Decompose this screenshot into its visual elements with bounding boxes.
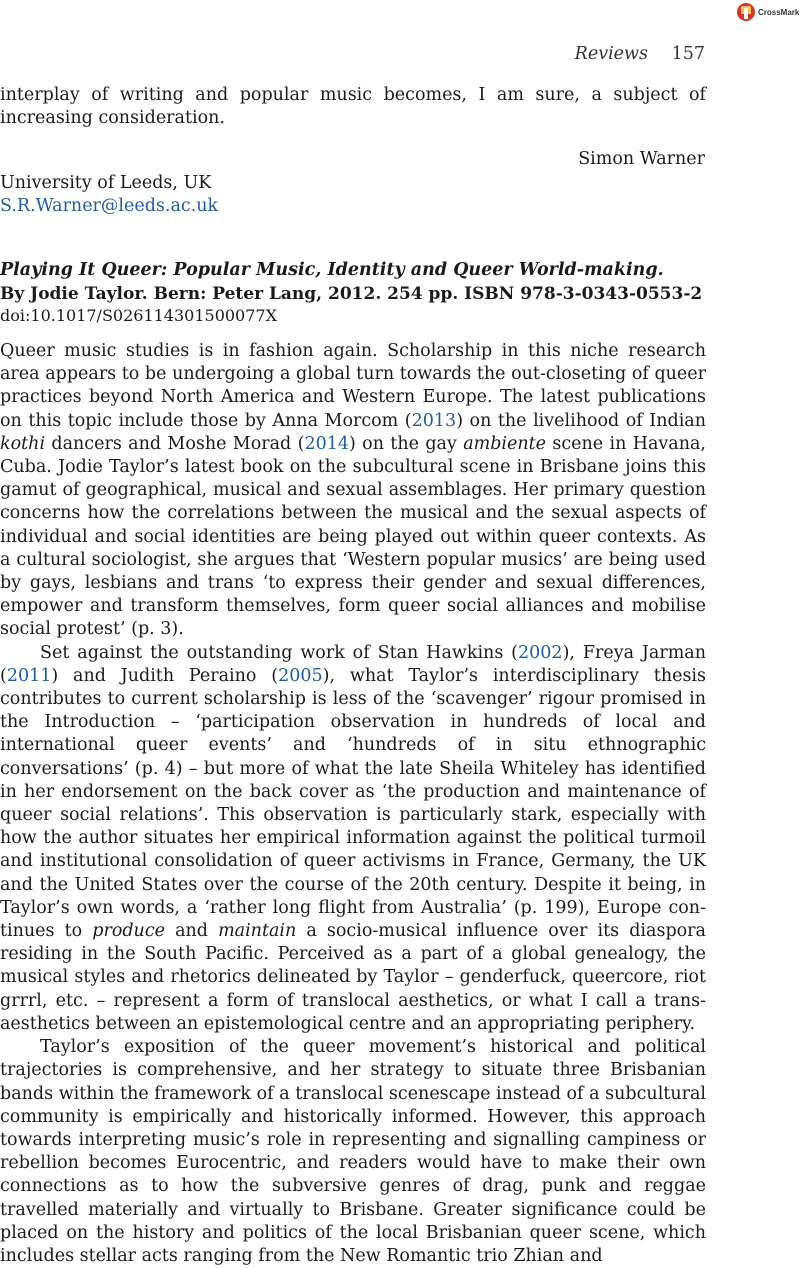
text-run: ), what Taylor’s interdisciplinary thesis contributes to current scholarship is less of the ‘scavenger’ rigour promised in the Introduction – ‘participation observation in hundreds of local and international queer events’ and ‘hundreds of in situ ethnographic conversations’ (p. 4) – but more of what the late Sheila Whiteley has identified in her endorsement on the back cover as ‘the production and maintenance of queer social relations’. This observation is particularly stark, especially with how the author situates her empirical information against the political turmoil and institutional consolidation of queer activisms in France, Germany, the UK and the United States over the course of the 20th century. Despite it being, in Taylor’s own words, a ‘rather long flight from Australia’ (p. 199), Europe continues to (0, 665, 707, 942)
review-title: Playing It Queer: Popular Music, Identity and Queer World-making. (0, 260, 664, 280)
closing-paragraph: interplay of writing and popular music becomes, I am sure, a subject of increasing consideration. (0, 85, 706, 129)
reviewer-affiliation-block (0, 172, 218, 218)
crossmark-badge[interactable] (737, 1, 799, 23)
body-paragraph-1 (0, 340, 706, 642)
previous-review-closing (0, 84, 706, 130)
text-run: dancers and Moshe Morad ( (45, 433, 305, 454)
text-run: ) on the livelihood of Indian (456, 410, 706, 431)
text-run: Queer music studies is in fashion again. Scholarship in this niche research area appears to be undergoing a global turn towards the out-closeting of queer practices beyond North America and Western Europe. The latest publications on this topic include those by Anna Morcom ( (0, 341, 706, 431)
citation-link-morad[interactable]: 2014 (304, 433, 349, 454)
review-doi[interactable]: doi:10.1017/S026114301500077X (0, 306, 277, 325)
crossmark-icon (737, 3, 755, 21)
reviewer-email-link[interactable]: S.R.Warner@leeds.ac.uk (0, 196, 219, 217)
emphasis-term: ambiente (463, 433, 547, 454)
citation-link-morcom[interactable]: 2013 (411, 410, 457, 431)
citation-link-peraino[interactable]: 2005 (278, 665, 323, 686)
page-number: 157 (671, 44, 705, 64)
text-run: ) on the gay (348, 433, 464, 454)
text-run: scene in Havana, Cuba. Jodie Taylor’s latest book on the subcultural scene in Brisbane joins this gamut of geographical, musical and sexual assemblages. Her primary question concerns how the correlations between the musical and the sexual aspects of individual and social identities are being played out within queer contexts. As a cultural sociologist, she argues that ‘Western popular musics’ are being used by gays, lesbians and trans ‘to express their gender and sexual differences, empower and transform themselves, form queer social alliances and mobilise social protest’ (p. 3). (0, 433, 706, 640)
emphasis-term: kothi (0, 433, 46, 454)
reviewer-name: Simon Warner (578, 149, 705, 169)
crossmark-label: CrossMark (758, 7, 800, 17)
body-paragraph-2 (0, 642, 706, 1036)
citation-link-jarman[interactable]: 2011 (6, 665, 52, 686)
text-run: ), Freya Jarman ( (0, 642, 707, 686)
body-paragraph-3: Taylor’s exposition of the queer movement’s historical and political trajectories is comprehensive, and her strategy to situate three Brisbanian bands within the framework of a translocal scenescape instead of a subcultural community is empirically and historically informed. However, this approach towards interpreting music’s role in representing and signalling campiness or rebellion becomes Eurocentric, and readers would have to make their own connections as to how the subversive genres of drag, punk and reggae travelled materially and virtually to Brisbane. Greater significance could be placed on the history and politics of the local Brisbanian queer scene, which includes stellar acts ranging from the New Romantic trio Zhian and (0, 1037, 706, 1266)
review-byline: By Jodie Taylor. Bern: Peter Lang, 2012. 254 pp. ISBN 978-3-0343-0553-2 (0, 284, 703, 304)
running-header: Reviews (574, 44, 648, 64)
citation-link-hawkins[interactable]: 2002 (518, 642, 563, 663)
text-run: Set against the outstanding work of Stan Hawkins ( (40, 642, 519, 663)
emphasis-term: maintain (218, 921, 297, 942)
text-run: ) and Judith Peraino ( (51, 665, 279, 686)
review-body (0, 340, 706, 1268)
text-run: and (164, 921, 219, 942)
emphasis-term: produce (92, 921, 165, 942)
text-run: a socio-musical influence over its diaspora residing in the South Pacific. Perceived as a part of a global genealogy, the musical styles and rhetorics delineated by Taylor – genderfuck, queercore, riot grrrl, etc. – represent a form of translocal aesthetics, or what I call a trans-aesthetics between an epistemological centre and an appropriating periphery. (0, 921, 706, 1034)
reviewer-affiliation: University of Leeds, UK (0, 173, 212, 193)
